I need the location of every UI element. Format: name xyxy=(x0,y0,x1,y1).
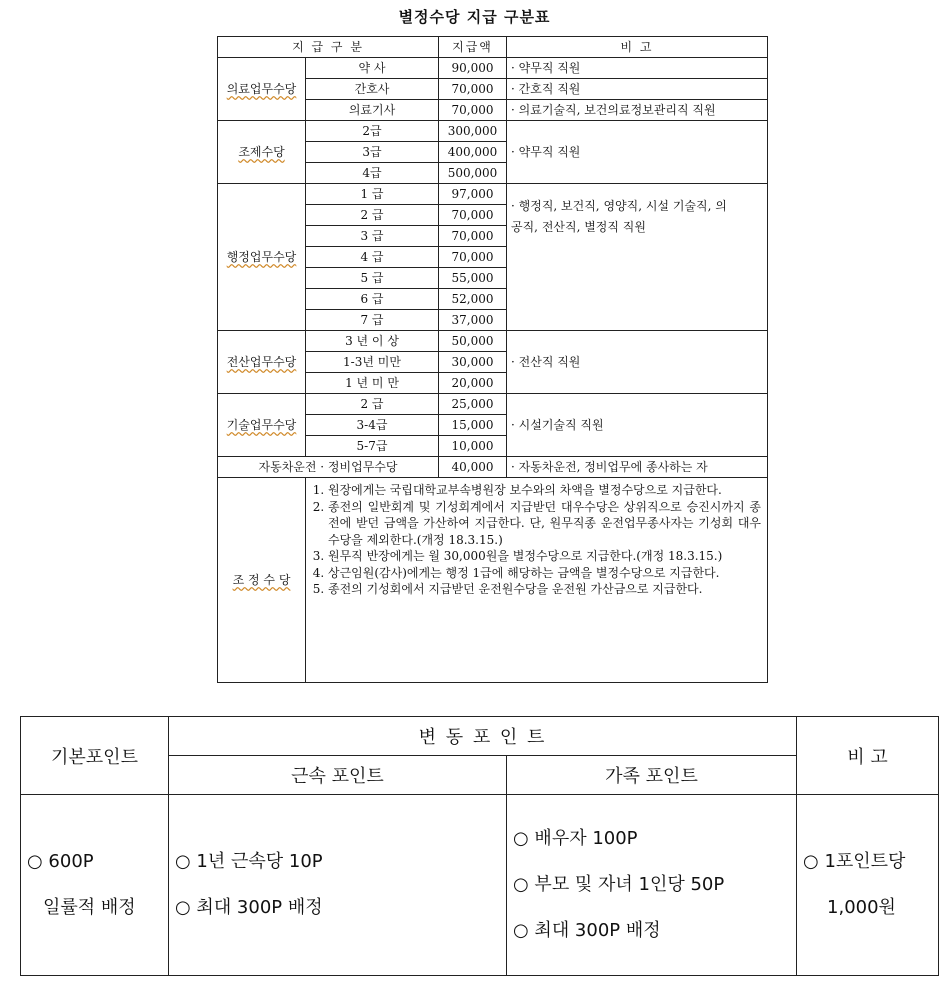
grade-cell: 의료기사 xyxy=(306,100,439,121)
adjustment-item: 3. 원무직 반장에게는 월 30,000원을 별정수당으로 지급한다.(개정 18.3.15.) xyxy=(328,548,761,565)
grade-cell: 1 년 미 만 xyxy=(306,373,439,394)
note-cell: · 전산직 직원 xyxy=(507,331,768,394)
grade-cell: 5-7급 xyxy=(306,436,439,457)
adjustment-notes xyxy=(306,478,768,683)
header-amount: 지급액 xyxy=(439,37,507,58)
tenure-point-header: 근속 포인트 xyxy=(169,756,507,795)
grade-cell: 6 급 xyxy=(306,289,439,310)
grade-cell: 7 급 xyxy=(306,310,439,331)
grade-cell: 1 급 xyxy=(306,184,439,205)
amount-cell: 20,000 xyxy=(439,373,507,394)
category-computing: 전산업무수당 xyxy=(218,331,306,394)
amount-cell: 70,000 xyxy=(439,205,507,226)
adjustment-item: 1. 원장에게는 국립대학교부속병원장 보수와의 차액을 별정수당으로 지급한다. xyxy=(328,482,761,499)
basic-point-line: 일률적 배정 xyxy=(43,897,136,918)
tenure-point-line: ○ 1년 근속당 10P xyxy=(175,851,323,872)
amount-cell: 30,000 xyxy=(439,352,507,373)
adjustment-item: 2. 종전의 일반회계 및 기성회계에서 지급받던 대우수당은 상위직으로 승진시까지 종전에 받던 금액을 가산하여 지급한다. 단, 원무직종 운전업무종사자는 기성회 대우수당을 제외한다.(개정 18.3.15.) xyxy=(328,499,761,549)
grade-cell: 3 년 이 상 xyxy=(306,331,439,352)
grade-cell: 4 급 xyxy=(306,247,439,268)
grade-cell: 3 급 xyxy=(306,226,439,247)
remarks-line: ○ 1포인트당 xyxy=(803,851,906,872)
grade-cell: 4급 xyxy=(306,163,439,184)
amount-cell: 37,000 xyxy=(439,310,507,331)
document-title: 별정수당 지급 구분표 xyxy=(398,8,551,26)
category-administration: 행정업무수당 xyxy=(218,184,306,331)
amount-cell: 70,000 xyxy=(439,247,507,268)
amount-cell: 40,000 xyxy=(439,457,507,478)
basic-point-header: 기본포인트 xyxy=(21,717,169,795)
amount-cell: 70,000 xyxy=(439,79,507,100)
amount-cell: 52,000 xyxy=(439,289,507,310)
category-vehicle: 자동차운전 · 정비업무수당 xyxy=(218,457,439,478)
variable-point-header: 변 동 포 인 트 xyxy=(169,717,797,756)
grade-cell: 3급 xyxy=(306,142,439,163)
note-cell: · 시설기술직 직원 xyxy=(507,394,768,457)
basic-point-line: ○ 600P xyxy=(27,851,94,872)
grade-cell: 약 사 xyxy=(306,58,439,79)
remarks-line: 1,000원 xyxy=(827,897,896,918)
amount-cell: 300,000 xyxy=(439,121,507,142)
header-category: 지 급 구 분 xyxy=(218,37,439,58)
grade-cell: 2 급 xyxy=(306,205,439,226)
amount-cell: 10,000 xyxy=(439,436,507,457)
basic-point-cell xyxy=(21,795,169,976)
note-cell: · 약무직 직원 xyxy=(507,58,768,79)
family-point-line: ○ 부모 및 자녀 1인당 50P xyxy=(513,874,725,895)
amount-cell: 400,000 xyxy=(439,142,507,163)
grade-cell: 5 급 xyxy=(306,268,439,289)
amount-cell: 70,000 xyxy=(439,226,507,247)
amount-cell: 97,000 xyxy=(439,184,507,205)
note-cell: · 자동차운전, 정비업무에 종사하는 자 xyxy=(507,457,768,478)
remarks-header: 비 고 xyxy=(797,717,939,795)
amount-cell: 500,000 xyxy=(439,163,507,184)
grade-cell: 2 급 xyxy=(306,394,439,415)
grade-cell: 3-4급 xyxy=(306,415,439,436)
note-cell: · 행정직, 보건직, 영양직, 시설 기술직, 의공직, 전산직, 별정직 직원 xyxy=(507,184,768,331)
family-point-header: 가족 포인트 xyxy=(507,756,797,795)
note-cell: · 의료기술직, 보건의료정보관리직 직원 xyxy=(507,100,768,121)
amount-cell: 90,000 xyxy=(439,58,507,79)
header-note: 비 고 xyxy=(507,37,768,58)
category-technical: 기술업무수당 xyxy=(218,394,306,457)
amount-cell: 70,000 xyxy=(439,100,507,121)
note-cell: · 약무직 직원 xyxy=(507,121,768,184)
amount-cell: 50,000 xyxy=(439,331,507,352)
tenure-point-line: ○ 최대 300P 배정 xyxy=(175,897,323,918)
family-point-cell xyxy=(507,795,797,976)
grade-cell: 간호사 xyxy=(306,79,439,100)
category-medical: 의료업무수당 xyxy=(218,58,306,121)
family-point-line: ○ 배우자 100P xyxy=(513,828,638,849)
grade-cell: 2급 xyxy=(306,121,439,142)
note-cell: · 간호직 직원 xyxy=(507,79,768,100)
amount-cell: 25,000 xyxy=(439,394,507,415)
amount-cell: 15,000 xyxy=(439,415,507,436)
category-dispensing: 조제수당 xyxy=(218,121,306,184)
adjustment-item: 5. 종전의 기성회에서 지급받던 운전원수당을 운전원 가산금으로 지급한다. xyxy=(328,581,761,598)
allowance-table xyxy=(217,36,768,683)
point-table xyxy=(20,716,939,976)
family-point-line: ○ 최대 300P 배정 xyxy=(513,920,661,941)
grade-cell: 1-3년 미만 xyxy=(306,352,439,373)
amount-cell: 55,000 xyxy=(439,268,507,289)
category-adjustment: 조 정 수 당 xyxy=(218,478,306,683)
tenure-point-cell xyxy=(169,795,507,976)
remarks-cell xyxy=(797,795,939,976)
adjustment-item: 4. 상근임원(감사)에게는 행정 1급에 해당하는 금액을 별정수당으로 지급한다. xyxy=(328,565,761,582)
